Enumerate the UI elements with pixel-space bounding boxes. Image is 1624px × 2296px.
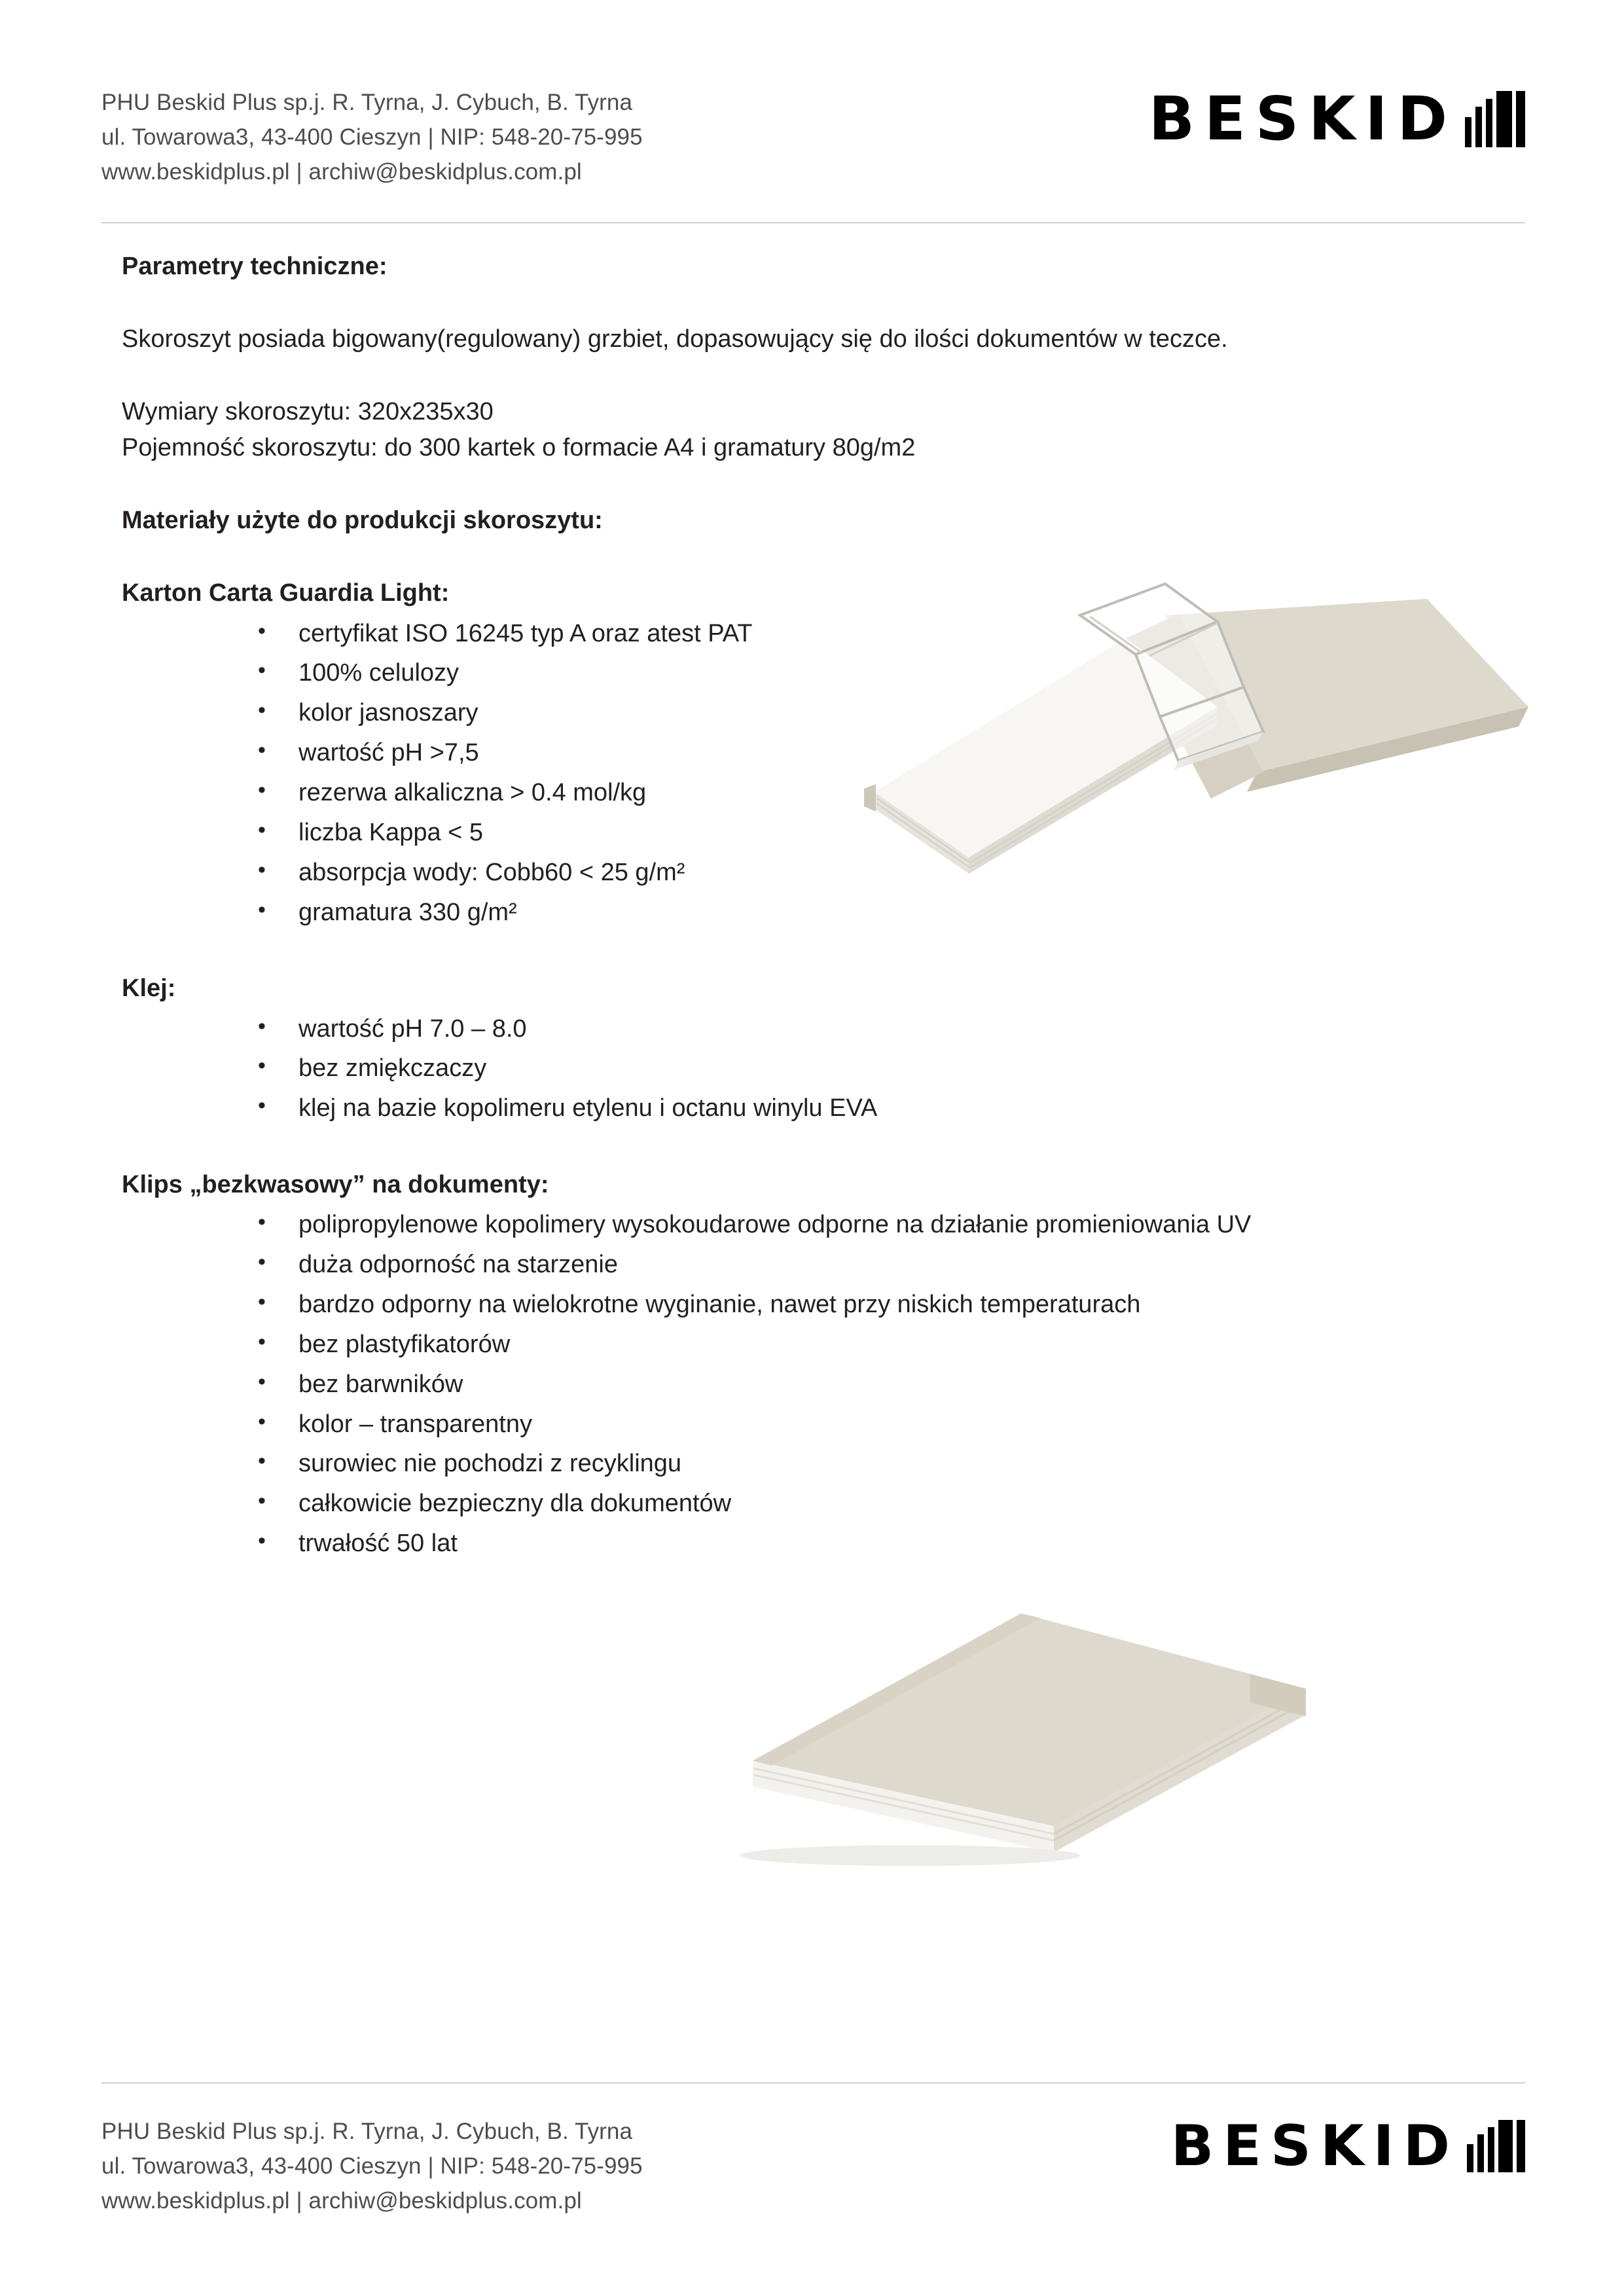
- list-item: • duża odporność na starzenie: [298, 1247, 1529, 1283]
- list-item: • certyfikat ISO 16245 typ A oraz atest PAT: [298, 616, 1529, 653]
- page-footer: [101, 2114, 1525, 2219]
- footer-address-line: ul. Towarowa3, 43-400 Cieszyn | NIP: 548-20-75-995: [101, 2153, 643, 2179]
- footer-company-address: [101, 2114, 643, 2219]
- intro-paragraph: Skoroszyt posiada bigowany(regulowany) grzbiet, dopasowujący się do ilości dokumentów w teczce.: [122, 325, 1228, 353]
- list-item: • wartość pH 7.0 – 8.0: [298, 1011, 1529, 1048]
- list-item: • bez barwników: [298, 1367, 1529, 1403]
- list-item: • klej na bazie kopolimeru etylenu i octanu winylu EVA: [298, 1090, 1529, 1127]
- page-header: [101, 85, 1525, 190]
- list-item: • całkowicie bezpieczny dla dokumentów: [298, 1486, 1529, 1522]
- list-item: • absorpcja wody: Cobb60 < 25 g/m²: [298, 855, 1529, 891]
- product-photo-closed-folder: [713, 1590, 1342, 1892]
- materials-heading: Materiały użyte do produkcji skoroszytu:: [122, 507, 603, 535]
- header-address-line: ul. Towarowa3, 43-400 Cieszyn | NIP: 548-20-75-995: [101, 124, 643, 151]
- list-klej: [122, 1011, 1529, 1128]
- subsection-heading-klej: Klej:: [122, 975, 176, 1003]
- list-item: • 100% celulozy: [298, 655, 1529, 692]
- capacity-line: Pojemność skoroszytu: do 300 kartek o formacie A4 i gramatury 80g/m2: [122, 434, 916, 462]
- list-item: • gramatura 330 g/m²: [298, 895, 1529, 931]
- list-item: • liczba Kappa < 5: [298, 815, 1529, 852]
- beskid-logo-footer: [1170, 2113, 1525, 2179]
- footer-contact-line: www.beskidplus.pl | archiw@beskidplus.com.pl: [101, 2188, 582, 2214]
- list-item: • bez plastyfikatorów: [298, 1327, 1529, 1363]
- beskid-logo-text-footer: BESKID: [1170, 2113, 1459, 2179]
- list-item: • surowiec nie pochodzi z recyklingu: [298, 1446, 1529, 1482]
- beskid-logo-bars-icon-footer: [1463, 2120, 1525, 2172]
- footer-company-name: PHU Beskid Plus sp.j. R. Tyrna, J. Cybuch, B. Tyrna: [101, 2119, 633, 2144]
- dimensions-line: Wymiary skoroszytu: 320x235x30: [122, 398, 494, 426]
- product-photo-open-folder: [759, 576, 1532, 916]
- list-item: • kolor – transparentny: [298, 1407, 1529, 1443]
- header-company-name: PHU Beskid Plus sp.j. R. Tyrna, J. Cybuch, B. Tyrna: [101, 90, 633, 115]
- header-contact-line: www.beskidplus.pl | archiw@beskidplus.com.pl: [101, 159, 582, 185]
- beskid-logo: [1148, 84, 1525, 154]
- list-item: • polipropylenowe kopolimery wysokoudarowe odporne na działanie promieniowania UV: [298, 1207, 1529, 1244]
- beskid-logo-bars-icon: [1461, 91, 1525, 147]
- subsection-heading-klips: Klips „bezkwasowy” na dokumenty:: [122, 1171, 549, 1199]
- list-klips: [122, 1207, 1529, 1562]
- list-item: • rezerwa alkaliczna > 0.4 mol/kg: [298, 775, 1529, 812]
- list-item: • trwałość 50 lat: [298, 1526, 1529, 1562]
- list-item: • bardzo odporny na wielokrotne wyginanie, nawet przy niskich temperaturach: [298, 1287, 1529, 1323]
- section-title-parametry: Parametry techniczne:: [122, 253, 388, 280]
- subsection-heading-karton: Karton Carta Guardia Light:: [122, 579, 450, 607]
- list-item: • wartość pH >7,5: [298, 735, 1529, 772]
- list-item: • kolor jasnoszary: [298, 695, 1529, 732]
- header-company-address: [101, 85, 643, 190]
- beskid-logo-text: BESKID: [1148, 84, 1457, 154]
- list-item: • bez zmiękczaczy: [298, 1050, 1529, 1087]
